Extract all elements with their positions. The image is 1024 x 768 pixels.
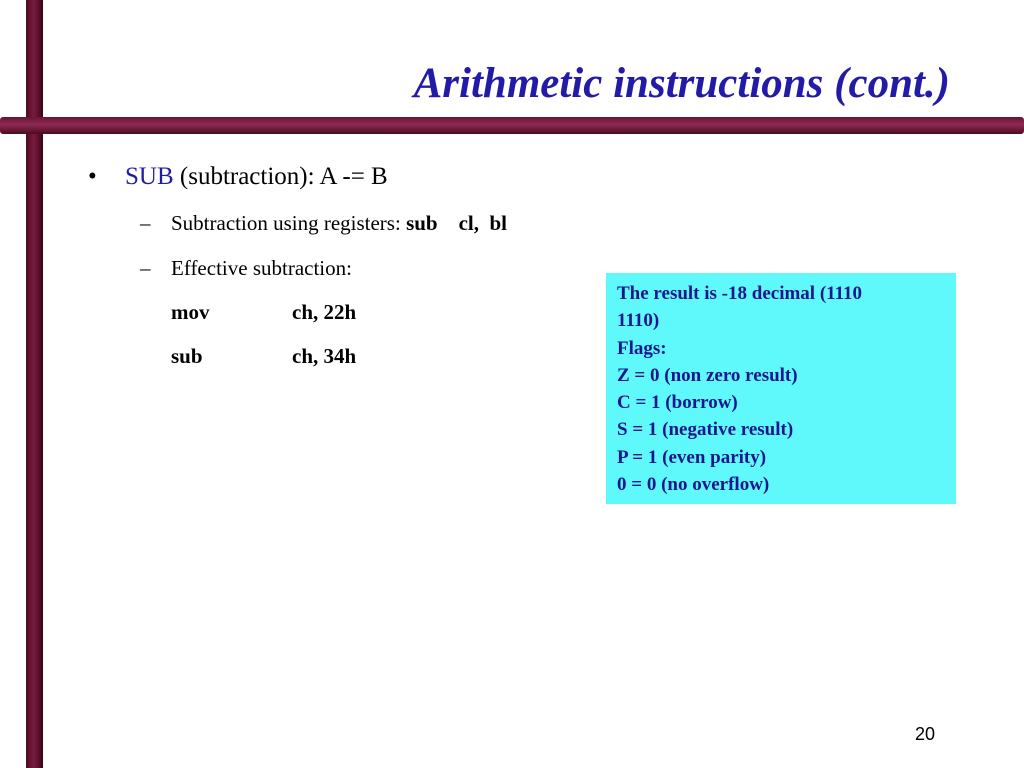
dash-marker: – bbox=[140, 211, 151, 235]
sub-item-label: Subtraction using registers: bbox=[171, 211, 407, 235]
title-divider-bar bbox=[0, 117, 1024, 134]
sub-item-effective bbox=[140, 255, 352, 281]
page-number: 20 bbox=[914, 724, 936, 744]
bullet-marker: • bbox=[88, 163, 97, 190]
callout-line: C = 1 (borrow) bbox=[617, 392, 738, 414]
sub-keyword: SUB bbox=[125, 163, 174, 190]
sub-item-code: sub cl, bl bbox=[406, 211, 508, 235]
code-line-sub bbox=[171, 343, 356, 369]
slide-title: Arithmetic instructions (cont.) bbox=[413, 60, 950, 107]
result-callout-box bbox=[606, 273, 956, 504]
callout-line: P = 1 (even parity) bbox=[617, 446, 767, 468]
code-op: sub bbox=[171, 344, 203, 368]
code-op: mov bbox=[171, 300, 210, 324]
sub-item-registers bbox=[140, 210, 507, 236]
code-line-mov bbox=[171, 299, 356, 325]
left-frame-bar bbox=[26, 0, 43, 768]
callout-line: S = 1 (negative result) bbox=[617, 419, 794, 441]
bullet-sub bbox=[88, 162, 388, 192]
callout-line: 1110) bbox=[617, 310, 660, 332]
sub-description: (subtraction): A -= B bbox=[173, 163, 388, 190]
callout-line: The result is -18 decimal (1110 bbox=[617, 283, 863, 304]
callout-line: Flags: bbox=[617, 337, 667, 359]
dash-marker: – bbox=[140, 256, 151, 280]
code-args: ch, 34h bbox=[292, 344, 357, 368]
callout-line: 0 = 0 (no overflow) bbox=[617, 474, 770, 496]
code-args: ch, 22h bbox=[292, 300, 357, 324]
sub-item-label: Effective subtraction: bbox=[171, 256, 352, 280]
callout-line: Z = 0 (non zero result) bbox=[617, 364, 798, 386]
